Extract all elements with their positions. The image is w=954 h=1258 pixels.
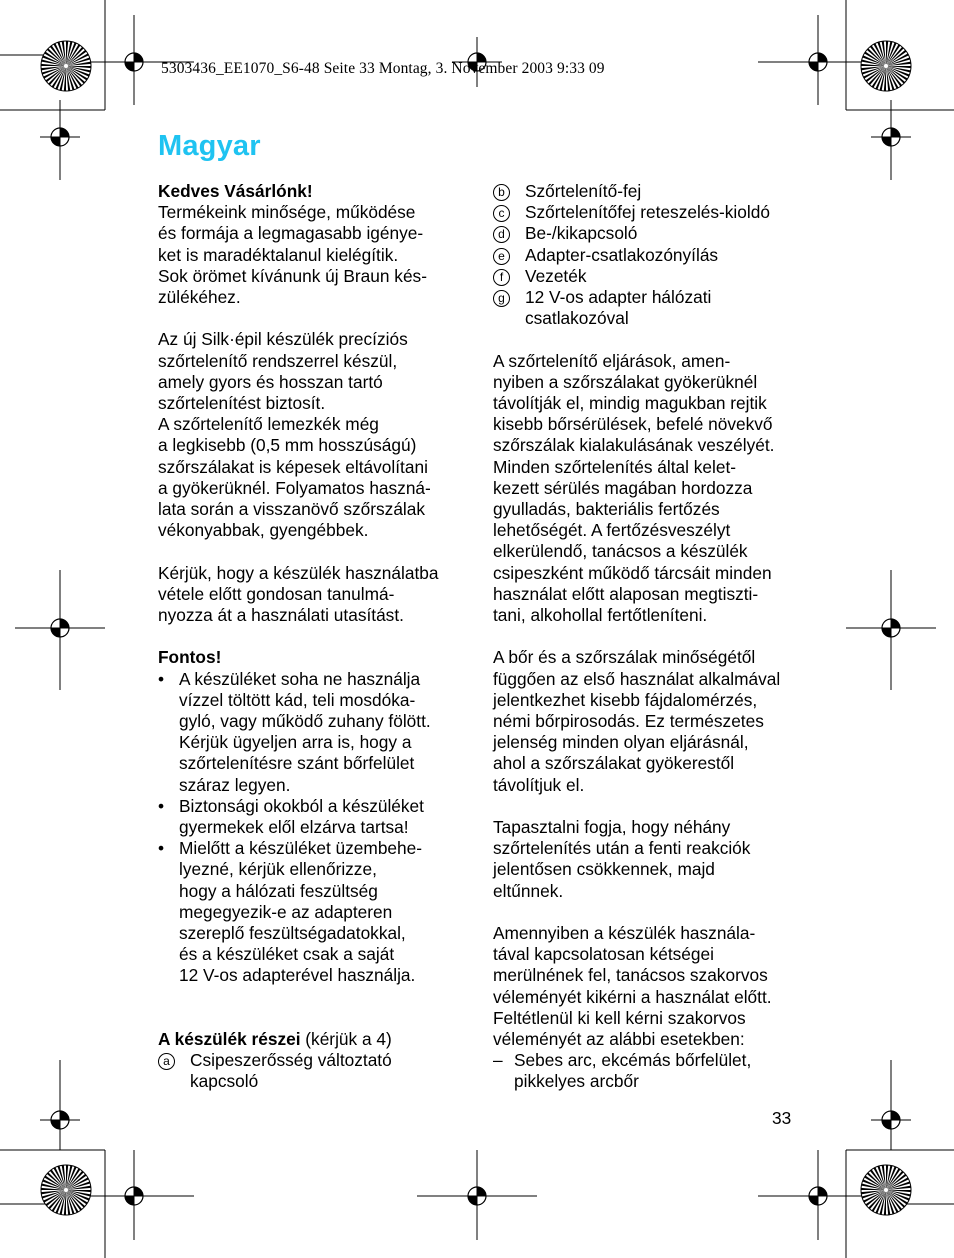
part-b — [493, 181, 803, 202]
text-line: a legkisebb (0,5 mm hosszúságú) — [158, 435, 417, 456]
text-line: A szőrtelenítő eljárások, amen- — [493, 350, 731, 371]
text-line: szőrtelenítésre szánt bőrfelület — [179, 753, 415, 774]
text-line: gyló, vagy működő zuhany fölött. — [179, 711, 431, 732]
text-line: vétele előtt gondosan tanulmá- — [158, 583, 395, 604]
part-f — [493, 266, 803, 287]
text-line: kezett sérülés magában hordozza — [493, 477, 753, 498]
text-line: Termékeink minősége, működése — [158, 202, 416, 223]
text-line: jelenség minden olyan eljárásnál, — [493, 732, 749, 753]
text-line: merülnének fel, tanácsos szakorvos — [493, 965, 768, 986]
bullet-symbol: • — [158, 838, 165, 859]
text-line: Adapter-csatlakozónyílás — [525, 244, 719, 265]
text-line: A szőrtelenítő lemezkék még — [158, 414, 379, 435]
bullet-symbol: • — [158, 668, 165, 689]
text-line: és formája a legmagasabb igénye- — [158, 223, 424, 244]
page-number: 33 — [772, 1108, 792, 1128]
circled-letter-d: d — [493, 226, 510, 243]
text-line: hogy a hálózati feszültség — [179, 880, 378, 901]
text-line: A készüléket soha ne használja — [179, 668, 421, 689]
text-line: jelentősen csökkennek, majd — [493, 859, 715, 880]
text-line: Csipeszerősség változtató — [190, 1050, 392, 1071]
list-item — [493, 1050, 803, 1092]
text-line: Sok örömet kívánunk új Braun kés- — [158, 265, 427, 286]
circled-letter-g: g — [493, 290, 510, 307]
list-item — [158, 796, 468, 838]
circled-letter-a: a — [158, 1053, 175, 1070]
text-line: ahol a szőrszálakat gyökerestől — [493, 753, 735, 774]
text-line: Az új Silk·épil készülék precíziós — [158, 329, 408, 350]
text-line: Mielőtt a készüléket üzembehe- — [179, 838, 423, 859]
dash-symbol: – — [493, 1050, 503, 1071]
text-line: szőrtelenítés után a fenti reakciók — [493, 838, 751, 859]
experience-paragraph — [493, 817, 803, 902]
text-line: gyulladás, bakteriális fertőzés — [493, 499, 720, 520]
text-line: zülékéhez. — [158, 287, 241, 308]
text-line: Kérjük ügyeljen arra is, hogy a — [179, 732, 412, 753]
text-line: lata során a visszanövő szőrszálak — [158, 499, 426, 520]
starburst-center — [64, 64, 68, 68]
text-line: elkerülendő, tanácsos a készülék — [493, 541, 748, 562]
text-line: amely gyors és hosszan tartó — [158, 371, 383, 392]
important-list — [158, 669, 468, 987]
text-line: Tapasztalni fogja, hogy néhány — [493, 817, 731, 838]
greeting: Kedves Vásárlónk! — [158, 181, 313, 201]
text-line: távolítják el, mindig magukban rejtik — [493, 393, 767, 414]
text-line: lyezné, kérjük ellenőrizze, — [179, 859, 377, 880]
risk-paragraph — [493, 351, 803, 627]
text-line: A bőr és a szőrszálak minőségétől — [493, 647, 756, 668]
text-line: szereplő feszültségadatokkal, — [179, 923, 406, 944]
text-line: nyozza át a használati utasítást. — [158, 605, 404, 626]
bullet-symbol: • — [158, 795, 165, 816]
circled-letter-e: e — [493, 248, 510, 265]
text-line: szőrtelenítő rendszerrel készül, — [158, 350, 398, 371]
text-line: Szőrtelenítőfej reteszelés-kioldó — [525, 202, 770, 223]
text-line: függően az első használat alkalmával — [493, 668, 781, 689]
text-line: csatlakozóval — [525, 308, 629, 329]
part-c — [493, 202, 803, 223]
text-line: száraz legyen. — [179, 774, 291, 795]
text-line: és a készüléket csak a saját — [179, 944, 395, 965]
right-column — [493, 181, 803, 1093]
text-line: a gyökerüknél. Folyamatos haszná- — [158, 477, 431, 498]
circled-letter-b: b — [493, 184, 510, 201]
parts-heading: A készülék részei (kérjük a 4) — [158, 1029, 392, 1050]
parts-legend — [493, 181, 803, 329]
text-line: pikkelyes arcbőr — [514, 1071, 639, 1092]
text-line: csipeszként működő tárcsáit minden — [493, 562, 772, 583]
text-line: 12 V-os adapter hálózati — [525, 287, 712, 308]
text-line: gyermekek elől elzárva tartsa! — [179, 817, 409, 838]
first-use-paragraph — [493, 647, 803, 795]
text-line: Feltétlenül ki kell kérni szakorvos — [493, 1007, 746, 1028]
list-item — [158, 838, 468, 986]
left-column — [158, 181, 468, 1093]
text-line: megegyezik-e az adapteren — [179, 901, 393, 922]
text-line: nyiben a szőrszálakat gyökerüknél — [493, 371, 758, 392]
text-line: Vezeték — [525, 265, 587, 286]
part-g — [493, 287, 803, 329]
intro-paragraph — [158, 202, 468, 308]
circled-letter-f: f — [493, 269, 510, 286]
text-line: lehetőségét. A fertőzésveszélyt — [493, 520, 731, 541]
starburst-center — [64, 1188, 68, 1192]
text-line: távolítjuk el. — [493, 774, 585, 795]
text-line: szőrszálak kialakulásának veszélyét. — [493, 435, 775, 456]
read-instructions-paragraph — [158, 563, 468, 627]
text-line: Be-/kikapcsoló — [525, 223, 638, 244]
text-line: szőrtelenítést biztosít. — [158, 393, 326, 414]
page-title: Magyar — [158, 130, 261, 162]
text-line: Minden szőrtelenítés által kelet- — [493, 456, 737, 477]
print-slug: 5303436_EE1070_S6-48 Seite 33 Montag, 3. November 2003 9:33 09 — [161, 60, 605, 77]
text-line: kisebb bőrsérülések, befelé növekvő — [493, 414, 773, 435]
text-line: szőrszálakat is képesek eltávolítani — [158, 456, 428, 477]
circled-letter-c: c — [493, 205, 510, 222]
text-line: jelentkezhet kisebb fájdalomérzés, — [493, 689, 758, 710]
text-line: kapcsoló — [190, 1071, 259, 1092]
text-line: tani, alkohollal fertőtleníteni. — [493, 605, 708, 626]
text-line: Sebes arc, ekcémás bőrfelület, — [514, 1050, 752, 1071]
doctor-paragraph — [493, 923, 803, 1050]
precision-paragraph — [158, 329, 468, 541]
text-line: Szőrtelenítő-fej — [525, 181, 642, 201]
part-a — [158, 1050, 468, 1092]
text-line: Amennyiben a készülék használa- — [493, 923, 756, 944]
starburst-center — [884, 64, 888, 68]
list-item — [158, 669, 468, 796]
text-line: Biztonsági okokból a készüléket — [179, 795, 424, 816]
text-line: vízzel töltött kád, teli mosdóka- — [179, 689, 416, 710]
text-line: véleményét az alábbi esetekben: — [493, 1029, 745, 1050]
text-line: ket is maradéktalanul kielégítik. — [158, 244, 399, 265]
part-e — [493, 245, 803, 266]
text-line: tával kapcsolatosan kétségei — [493, 944, 714, 965]
text-line: Kérjük, hogy a készülék használatba — [158, 562, 439, 583]
part-d — [493, 223, 803, 244]
text-line: eltűnnek. — [493, 880, 564, 901]
text-line: vékonyabbak, gyengébbek. — [158, 520, 369, 541]
starburst-center — [884, 1188, 888, 1192]
text-line: használat előtt alaposan megtiszti- — [493, 583, 759, 604]
important-title: Fontos! — [158, 647, 222, 668]
text-line: némi bőrpirosodás. Ez természetes — [493, 711, 764, 732]
text-line: véleményét kikérni a használat előtt. — [493, 986, 772, 1007]
text-line: 12 V-os adapterével használja. — [179, 965, 416, 986]
